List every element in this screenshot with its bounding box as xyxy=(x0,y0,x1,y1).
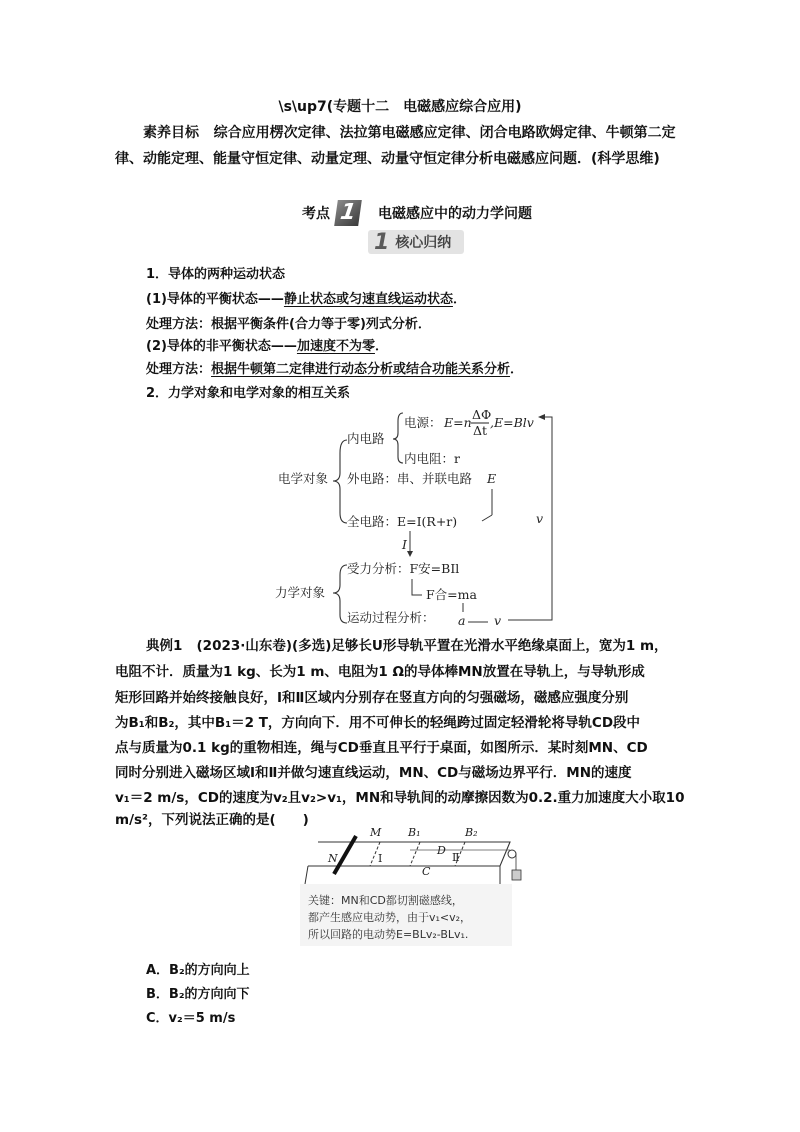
label-v-small: v xyxy=(494,613,502,628)
example-line-3: 矩形回路并始终接触良好，Ⅰ和Ⅱ区域内分别存在竖直方向的匀强磁场，磁感应强度分别 xyxy=(115,690,629,706)
boundary-2 xyxy=(410,842,420,866)
example-line-8: m/s²，下列说法正确的是( ) xyxy=(115,812,309,828)
method2-prefix: 处理方法： xyxy=(146,362,212,377)
brace-inner xyxy=(393,413,403,463)
example-line-7: v₁＝2 m/s，CD的速度为v₂且v₂>v₁，MN和导轨间的动摩擦因数为0.2.重力加速度大小取10 xyxy=(115,790,685,806)
example-text-1: (2023·山东卷)(多选)足够长U形导轨平置在光滑水平绝缘桌面上，宽为1 m， xyxy=(196,638,668,654)
label-motion: 运动过程分析： xyxy=(347,610,435,625)
balance-prefix: (1)导体的平衡状态—— xyxy=(146,292,284,307)
goal-paragraph xyxy=(115,120,690,172)
label-M: M xyxy=(370,826,382,839)
label-net: F合=ma xyxy=(426,587,477,602)
example-line-1 xyxy=(146,634,668,654)
core-summary-banner xyxy=(368,230,464,254)
arrow-E-head xyxy=(482,515,492,521)
label-D: D xyxy=(437,844,446,857)
label-emf2: ,E=Blv xyxy=(490,415,534,430)
label-dt: Δt xyxy=(473,423,488,438)
label-C: C xyxy=(422,865,431,878)
option-c: C．v₂＝5 m/s xyxy=(146,1011,236,1026)
label-source: 电源： xyxy=(404,415,442,430)
rail-figure xyxy=(300,822,525,952)
label-B1: B₁ xyxy=(408,826,421,839)
section2-heading: 2．力学对象和电学对象的相互关系 xyxy=(146,386,351,401)
label-B2: B₂ xyxy=(465,826,478,839)
weight xyxy=(512,870,521,880)
method1-line: 处理方法：根据平衡条件(合力等于零)列式分析． xyxy=(146,317,431,332)
arrow-I-head xyxy=(407,551,413,557)
kaodian-label: 考点 xyxy=(302,206,330,222)
method2-line xyxy=(146,358,523,377)
example-line-2: 电阻不计．质量为1 kg、长为1 m、电阻为1 Ω的导体棒MN放置在导轨上，与导轨形成 xyxy=(115,664,645,680)
balance-end: ． xyxy=(452,292,466,307)
page-title: \s\up7(专题十二 电磁感应综合应用) xyxy=(278,99,522,115)
label-region-II: Ⅱ xyxy=(452,851,460,864)
balance-line xyxy=(146,288,466,307)
goal-text: 综合应用楞次定律、法拉第电磁感应定律、闭合电路欧姆定律、牛顿第二定律、动能定理、能量守恒定律、动量定理、动量守恒定律分析电磁感应问题．(科学思维) xyxy=(115,125,676,167)
brace-electric xyxy=(333,440,347,523)
example-line-4: 为B₁和B₂，其中B₁＝2 T，方向向下．用不可伸长的轻绳跨过固定轻滑轮将导轨CD段中 xyxy=(115,715,641,731)
pulley xyxy=(508,850,516,858)
label-inner: 内电路 xyxy=(347,431,385,446)
label-whole: 全电路：E=I(R+r) xyxy=(347,514,458,529)
nonbalance-underlined: 加速度不为零 xyxy=(296,339,375,354)
kaodian-number-badge: 1 xyxy=(334,200,362,226)
core-number: 1 xyxy=(374,229,390,255)
nonbalance-prefix: (2)导体的非平衡状态—— xyxy=(146,339,297,354)
label-force: 受力分析：F安=BIl xyxy=(347,561,460,576)
brace-mechanics xyxy=(333,565,347,623)
label-mechanics: 力学对象 xyxy=(275,585,326,600)
goal-label: 素养目标 xyxy=(143,125,199,141)
rail-leg-left xyxy=(305,866,308,884)
rail-frame xyxy=(308,842,510,866)
label-emf1: E=n xyxy=(444,415,472,430)
example-line-6: 同时分别进入磁场区域Ⅰ和Ⅱ并做匀速直线运动，MN、CD与磁场边界平行．MN的速度 xyxy=(115,765,632,781)
note-line-3: 所以回路的电动势E=BLv₂-BLv₁. xyxy=(308,928,469,941)
example-label: 典例1 xyxy=(146,638,183,654)
label-a: a xyxy=(458,613,466,628)
method2-underlined: 根据牛顿第二定律进行动态分析或结合功能关系分析 xyxy=(211,362,511,377)
label-E: E xyxy=(487,471,497,486)
kaodian-title: 电磁感应中的动力学问题 xyxy=(378,206,532,222)
label-resistance: 内电阻：r xyxy=(404,451,460,466)
label-dphi: ΔΦ xyxy=(472,407,492,422)
core-label: 核心归纳 xyxy=(395,235,452,251)
nonbalance-line xyxy=(146,335,388,354)
relation-diagram xyxy=(270,405,560,630)
kaodian-header xyxy=(302,200,532,226)
label-outer: 外电路：串、并联电路 xyxy=(347,471,473,486)
arrow-force-net xyxy=(412,579,422,595)
note-line-1: 关键：MN和CD都切割磁感线， xyxy=(308,894,463,907)
option-a: A．B₂的方向向上 xyxy=(146,963,250,978)
example-line-5: 点与质量为0.1 kg的重物相连，绳与CD垂直且平行于桌面，如图所示．某时刻MN、CD xyxy=(115,740,648,756)
nonbalance-end: ． xyxy=(374,339,388,354)
label-N: N xyxy=(328,852,338,865)
section1-heading: 1．导体的两种运动状态 xyxy=(146,267,286,282)
method2-end: ． xyxy=(510,362,524,377)
feedback-arrow xyxy=(508,417,552,620)
option-b: B．B₂的方向向下 xyxy=(146,987,250,1002)
label-v-side: v xyxy=(536,511,544,526)
feedback-arrow-head xyxy=(538,414,545,420)
balance-underlined: 静止状态或匀速直线运动状态 xyxy=(283,292,453,307)
label-region-I: Ⅰ xyxy=(378,852,383,865)
label-I: I xyxy=(402,537,407,552)
label-electric: 电学对象 xyxy=(278,471,329,486)
note-line-2: 都产生感应电动势，由于v₁<v₂， xyxy=(308,911,472,924)
